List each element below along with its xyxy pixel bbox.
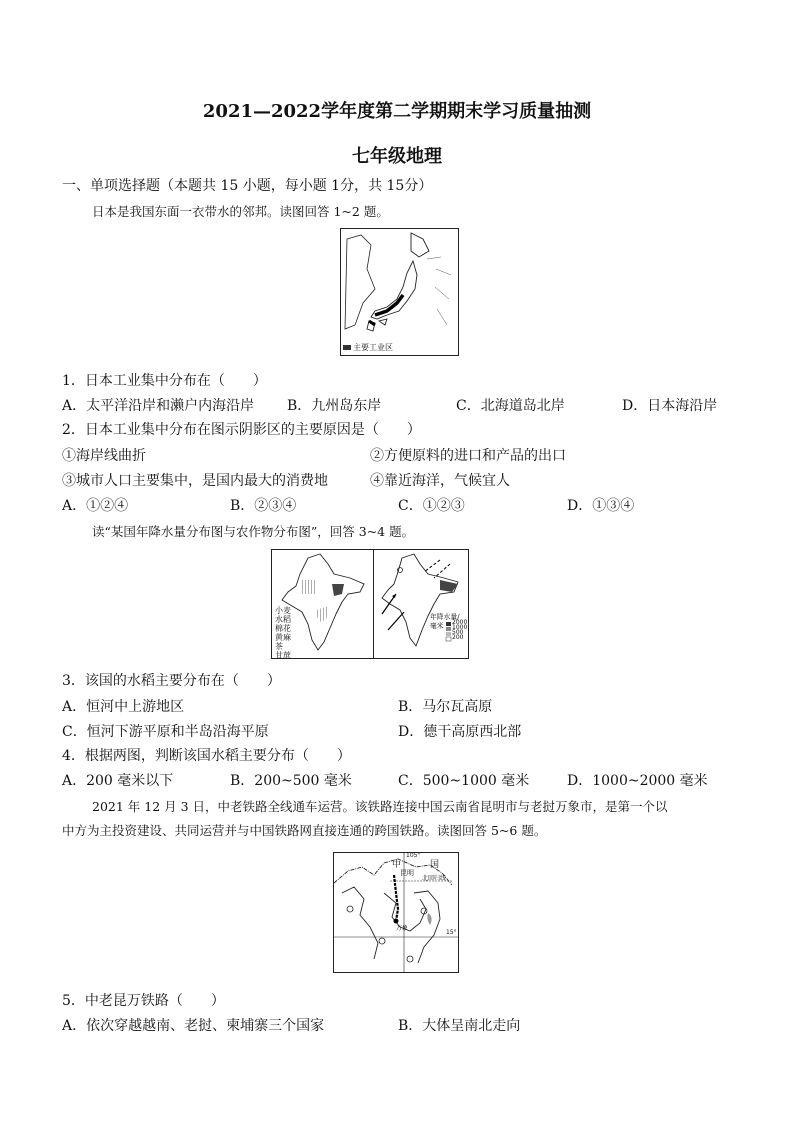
q2-statement-4: ④靠近海洋，气候宜人 [370, 473, 510, 489]
q3-option-b[interactable]: B．马尔瓦高原 [398, 699, 493, 715]
intro-india: 读“某国年降水量分布图与农作物分布图”，回答 3~4 题。 [92, 524, 415, 539]
crop-legend-1: 水稻 [275, 615, 291, 624]
question-1-stem: 1．日本工业集中分布在（ ） [62, 373, 267, 389]
q1-option-d[interactable]: D．日本海沿岸 [622, 398, 718, 414]
q3-option-c[interactable]: C．恒河下游平原和半岛沿海平原 [62, 724, 269, 740]
q2-statement-1: ①海岸线曲折 [62, 448, 146, 464]
label-105-degrees: 105° [406, 852, 421, 859]
q2-option-b[interactable]: B．②③④ [230, 498, 297, 514]
q4-option-d[interactable]: D．1000~2000 毫米 [567, 773, 708, 789]
japan-map [340, 228, 459, 356]
crop-legend-2: 棉花 [275, 624, 291, 633]
q4-option-c[interactable]: C．500~1000 毫米 [398, 773, 530, 789]
q3-option-d[interactable]: D．德干高原西北部 [398, 724, 522, 740]
india-rainfall-map [373, 549, 469, 659]
map-legend-label: 主要工业区 [353, 343, 393, 352]
label-kunming: 昆明 [400, 869, 414, 877]
rain-legend-title: 年降水量/毫米 [430, 612, 460, 630]
rain-legend-2: 500 [452, 629, 464, 636]
rain-legend-0: 2000 [452, 619, 468, 626]
q4-option-a[interactable]: A．200 毫米以下 [62, 773, 174, 789]
label-china-a: 中 [392, 860, 402, 870]
label-vientiane: 万象 [396, 925, 409, 932]
crop-legend-4: 茶 [275, 642, 283, 651]
q1-option-b[interactable]: B．九州岛东岸 [287, 398, 382, 414]
china-laos-railway-map [333, 852, 459, 973]
question-2-stem: 2．日本工业集中分布在图示阴影区的主要原因是（ ） [62, 422, 421, 438]
q4-option-b[interactable]: B．200~500 毫米 [230, 773, 352, 789]
label-15-degrees: 15° [446, 929, 457, 936]
section-heading: 一、单项选择题（本题共 15 小题，每小题 1分，共 15分） [62, 178, 433, 194]
intro-japan: 日本是我国东面一衣带水的邻邦。读图回答 1~2 题。 [92, 204, 389, 219]
page-subtitle: 七年级地理 [352, 146, 442, 167]
q1-option-c[interactable]: C．北海道岛北岸 [456, 398, 565, 414]
q2-option-d[interactable]: D．①③④ [567, 498, 635, 514]
question-3-stem: 3．该国的水稻主要分布在（ ） [62, 673, 281, 689]
rain-legend-1: 1000 [452, 624, 468, 631]
crop-legend-5: 甘蔗 [275, 651, 291, 660]
q2-option-c[interactable]: C．①②③ [398, 498, 465, 514]
india-crop-map [271, 549, 374, 659]
question-5-stem: 5．中老昆万铁路（ ） [62, 993, 225, 1009]
page-title: 2021—2022学年度第二学期期末学习质量抽测 [202, 101, 592, 122]
question-4-stem: 4．根据两图，判断该国水稻主要分布（ ） [62, 748, 351, 764]
crop-legend-3: 黄麻 [275, 633, 291, 642]
crop-legend-0: 小麦 [275, 606, 291, 615]
rain-legend-3: 200 [452, 634, 464, 641]
q1-option-a[interactable]: A．太平洋沿岸和濑户内海沿岸 [62, 398, 255, 414]
q2-statement-2: ②方便原料的进口和产品的出口 [370, 448, 566, 464]
q3-option-a[interactable]: A．恒河中上游地区 [62, 699, 185, 715]
label-china-b: 国 [430, 860, 440, 870]
q2-option-a[interactable]: A．①②④ [62, 498, 129, 514]
legend-swatch [343, 345, 351, 350]
intro-railway-line2: 中方为主投资建设、共同运营并与中国铁路网直接连通的跨国铁路。读图回答 5~6 题。 [62, 823, 547, 838]
label-tropic-of-cancer: 北回归线 [422, 875, 447, 882]
q2-statement-3: ③城市人口主要集中，是国内最大的消费地 [62, 473, 328, 489]
intro-railway-line1: 2021 年 12 月 3 日，中老铁路全线通车运营。该铁路连接中国云南省昆明市与老挝万象市，是第一个以 [92, 799, 668, 814]
q5-option-b[interactable]: B．大体呈南北走向 [398, 1018, 521, 1034]
q5-option-a[interactable]: A．依次穿越越南、老挝、柬埔寨三个国家 [62, 1018, 325, 1034]
